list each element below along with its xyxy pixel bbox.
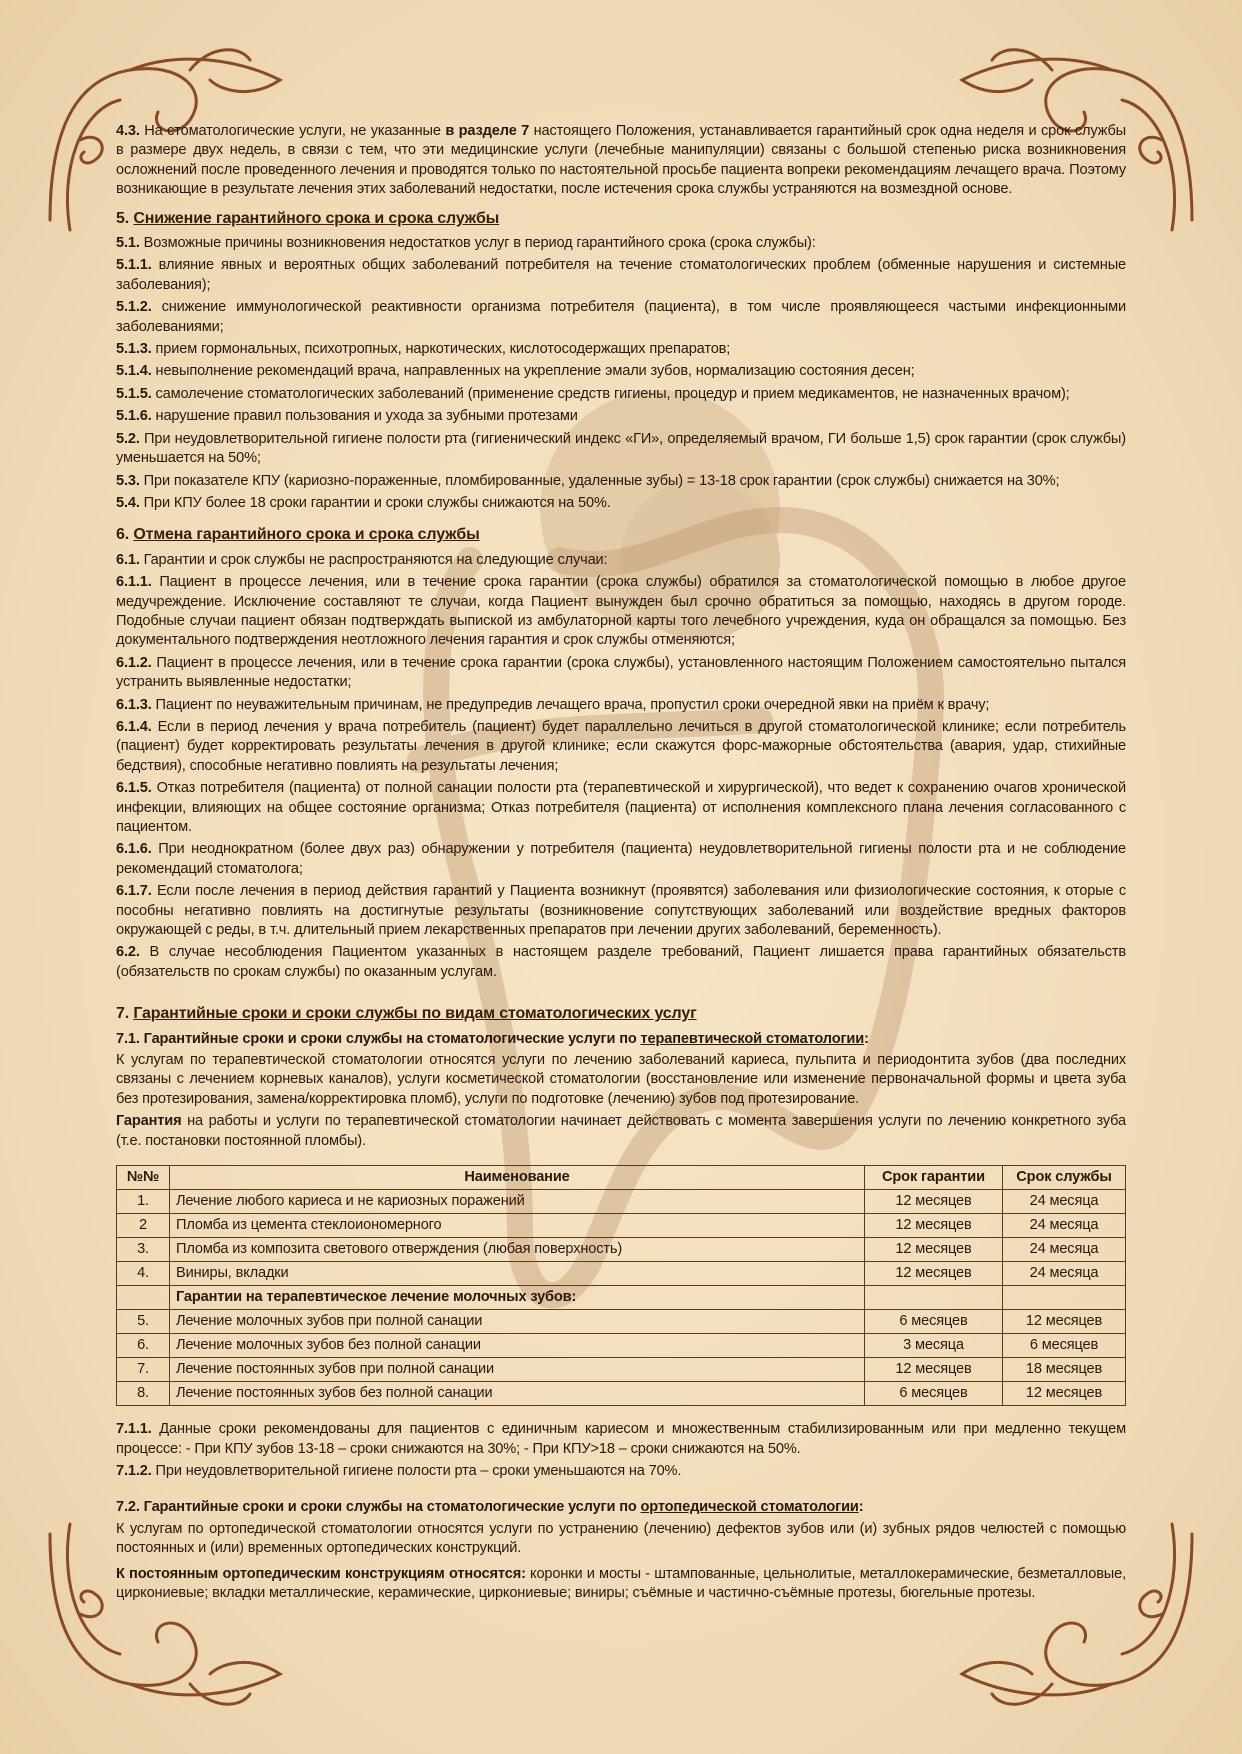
- table-group-row: Гарантии на терапевтическое лечение молочных зубов:: [117, 1286, 1126, 1310]
- list-item: 5.4. При КПУ более 18 сроки гарантии и сроки службы снижаются на 50%.: [116, 494, 611, 511]
- list-item: 5.1.1. влияние явных и вероятных общих заболеваний потребителя на течение стоматологических проблем (обменные нарушения и системные заболевания);: [116, 257, 1126, 293]
- list-item: 5.1.5. самолечение стоматологических заболеваний (применение средств гигиены, процедур и прием медикаментов, не назначенных врачом);: [116, 385, 1070, 402]
- section-5-list: [116, 234, 1126, 513]
- list-item: 6.1.1. Пациент в процессе лечения, или в течение срока гарантии (срока службы) обратился за стоматологической помощью в любое другое медучреждение. Исключение составляют те случаи, когда Пациент вынужден был срочно обратиться за помощью, находясь в другом городе. Подобные случаи пациент обязан подтверждать выпиской из амбулаторной карты того лечебного учреждения, куда он обращался за помощью. Без документального подтверждения неотложного лечения гарантия и срок службы отменяются;: [116, 574, 1126, 649]
- list-item: 6.1.7. Если после лечения в период действия гарантий у Пациента возникнут (проявятся) заболевания или физиологические состояния, к оторые с пособны негативно повлиять на достигнутые результаты (возникновение сопутствующих заболеваний или воздействие вредных факторов окружающей с реды, в т.ч. длительный прием лекарственных препаратов при лечении других заболеваний, беременность).: [116, 883, 1126, 939]
- list-item: 6.1.6. При неоднократном (более двух раз) обнаружении у потребителя (пациента) неудовлетворительной гигиены полости рта и не соблюдение рекомендаций стоматолога;: [116, 841, 1126, 877]
- list-item: 6.1.5. Отказ потребителя (пациента) от полной санации полости рта (терапевтической и хирургической), что ведет к сохранению очагов хронической инфекции, влияющих на общее состояние организма; Отказ потребителя (пациента) от исполнения комплексного плана лечения согласованного с пациентом.: [116, 780, 1126, 835]
- list-item: 6.1.2. Пациент в процессе лечения, или в течение срока гарантии (срока службы), установленного настоящим Положением самостоятельно пытался устранить выявленные недостатки;: [116, 654, 1126, 691]
- paragraph-7-1-2: 7.1.2. При неудовлетворительной гигиене полости рта – сроки уменьшаются на 70%.: [116, 1462, 682, 1479]
- col-warranty: Срок гарантии: [865, 1166, 1003, 1190]
- list-item: 6.1. Гарантии и срок службы не распространяются на следующие случаи:: [116, 551, 608, 568]
- table-row: 2 Пломба из цемента стеклоиономерного 12 месяцев 24 месяца: [117, 1214, 1126, 1238]
- section-6-list: [116, 551, 1126, 983]
- subsection-7-2-heading: 7.2. Гарантийные сроки и сроки службы на стоматологические услуги по ортопедической стоматологии:: [116, 1499, 864, 1516]
- table-row: 8. Лечение постоянных зубов без полной санации 6 месяцев 12 месяцев: [117, 1382, 1126, 1406]
- paragraph-4-3: 4.3. На стоматологические услуги, не указанные в разделе 7 настоящего Положения, устанавливается гарантийный срок одна неделя и срок службы в размере двух недель, в связи с тем, что эти медицинские услуги (лечебные манипуляции) связаны с большой степенью риска возникновения осложнений после проведенного лечения и проводятся только по настоятельной просьбе пациента вопреки рекомендациям лечащего врача. Поэтому возникающие в результате лечения этих заболеваний недостатки, после истечения срока службы устраняются на возмездной основе.: [116, 123, 1126, 198]
- list-item: 5.1. Возможные причины возникновения недостатков услуг в период гарантийного срока (срока службы):: [116, 235, 816, 252]
- list-item: 5.1.3. прием гормональных, психотропных, наркотических, кислотосодержащих препаратов;: [116, 341, 731, 358]
- section-5-heading: 5. Снижение гарантийного срока и срока службы: [116, 209, 500, 227]
- table-row: 4. Виниры, вкладки 12 месяцев 24 месяца: [117, 1262, 1126, 1286]
- document-body: [116, 122, 1126, 1606]
- section-6-heading: 6. Отмена гарантийного срока и срока службы: [116, 526, 480, 544]
- subsection-7-1-heading: 7.1. Гарантийные сроки и сроки службы на стоматологические услуги по терапевтической стоматологии:: [116, 1030, 869, 1047]
- list-item: 6.1.3. Пациент по неуважительным причинам, не предупредив лечащего врача, пропустил сроки очередной явки на приём к врачу;: [116, 696, 990, 713]
- table-row: 6. Лечение молочных зубов без полной санации 3 месяца 6 месяцев: [117, 1334, 1126, 1358]
- warranty-table: [116, 1165, 1126, 1406]
- paragraph-7-1-intro: К услугам по терапевтической стоматологии относятся услуги по лечению заболеваний кариеса, пульпита и периодонтита зубов (два последних связаны с лечением корневых каналов), услуги косметической стоматологии (восстановление или изменение первоначальной формы и цвета зуба без протезирования, замена/корректировка пломб), услуги по подготовке (лечению) зубов под протезирование.: [116, 1052, 1126, 1107]
- paragraph-7-1-1: 7.1.1. Данные сроки рекомендованы для пациентов с единичным кариесом и множественным стабилизированным или при медленно текущем процессе: - При КПУ зубов 13-18 – сроки снижаются на 30%; - При КПУ>18 – сроки снижаются на 50%.: [116, 1421, 1126, 1457]
- table-header-row: [117, 1166, 1126, 1190]
- section-7-heading: 7. Гарантийные сроки и сроки службы по видам стоматологических услуг: [116, 1005, 697, 1023]
- list-item: 6.2. В случае несоблюдения Пациентом указанных в настоящем разделе требований, Пациент лишается права гарантийных обязательств (обязательств по срокам службы) по оказанным услугам.: [116, 944, 1126, 980]
- table-row: 3. Пломба из композита светового отверждения (любая поверхность) 12 месяцев 24 месяца: [117, 1238, 1126, 1262]
- list-item: 5.1.4. невыполнение рекомендаций врача, направленных на укрепление эмали зубов, нормализацию состояния десен;: [116, 363, 915, 380]
- list-item: 5.1.6. нарушение правил пользования и ухода за зубными протезами: [116, 408, 578, 425]
- col-name: Наименование: [170, 1166, 865, 1190]
- list-item: 6.1.4. Если в период лечения у врача потребитель (пациент) будет параллельно лечиться в другой стоматологической клинике; если потребитель (пациент) будет корректировать результаты лечения в другой клинике; если скажутся форс-мажорные обстоятельства (авария, удар, стихийные бедствия), способные негативно повлиять на результаты лечения;: [116, 718, 1126, 774]
- list-item: 5.3. При показателе КПУ (кариозно-пораженные, пломбированные, удаленные зубы) = 13-18 срок гарантии (срок службы) снижается на 30%;: [116, 472, 1060, 489]
- list-item: 5.2. При неудовлетворительной гигиене полости рта (гигиенический индекс «ГИ», определяемый врачом, ГИ больше 1,5) срок гарантии (срок службы) уменьшается на 50%;: [116, 430, 1126, 467]
- col-number: №№: [117, 1166, 170, 1190]
- table-row: 1. Лечение любого кариеса и не кариозных поражений 12 месяцев 24 месяца: [117, 1190, 1126, 1214]
- table-row: 5. Лечение молочных зубов при полной санации 6 месяцев 12 месяцев: [117, 1310, 1126, 1334]
- list-item: 5.1.2. снижение иммунологической реактивности организма потребителя (пациента), в том числе проявляющееся частыми инфекционными заболеваниями;: [116, 299, 1126, 335]
- paragraph-guarantee: Гарантия на работы и услуги по терапевтической стоматологии начинает действовать с момента завершения услуги по лечению конкретного зуба (т.е. постановки постоянной пломбы).: [116, 1113, 1126, 1149]
- table-row: 7. Лечение постоянных зубов при полной санации 12 месяцев 18 месяцев: [117, 1358, 1126, 1382]
- col-service-life: Срок службы: [1003, 1166, 1126, 1190]
- paragraph-permanent-constructions: К постоянным ортопедическим конструкциям относятся: коронки и мосты - штампованные, цельнолитые, металлокерамические, безметалловые, циркониевые; вкладки металлические, керамические, циркониевые; виниры; съёмные и частично-съёмные протезы, бюгельные протезы.: [116, 1565, 1127, 1601]
- paragraph-7-2-intro: К услугам по ортопедической стоматологии относятся услуги по устранению (лечению) дефектов зубов или (и) зубных рядов челюстей с помощью постоянных и (или) временных ортопедических конструкций.: [116, 1520, 1126, 1557]
